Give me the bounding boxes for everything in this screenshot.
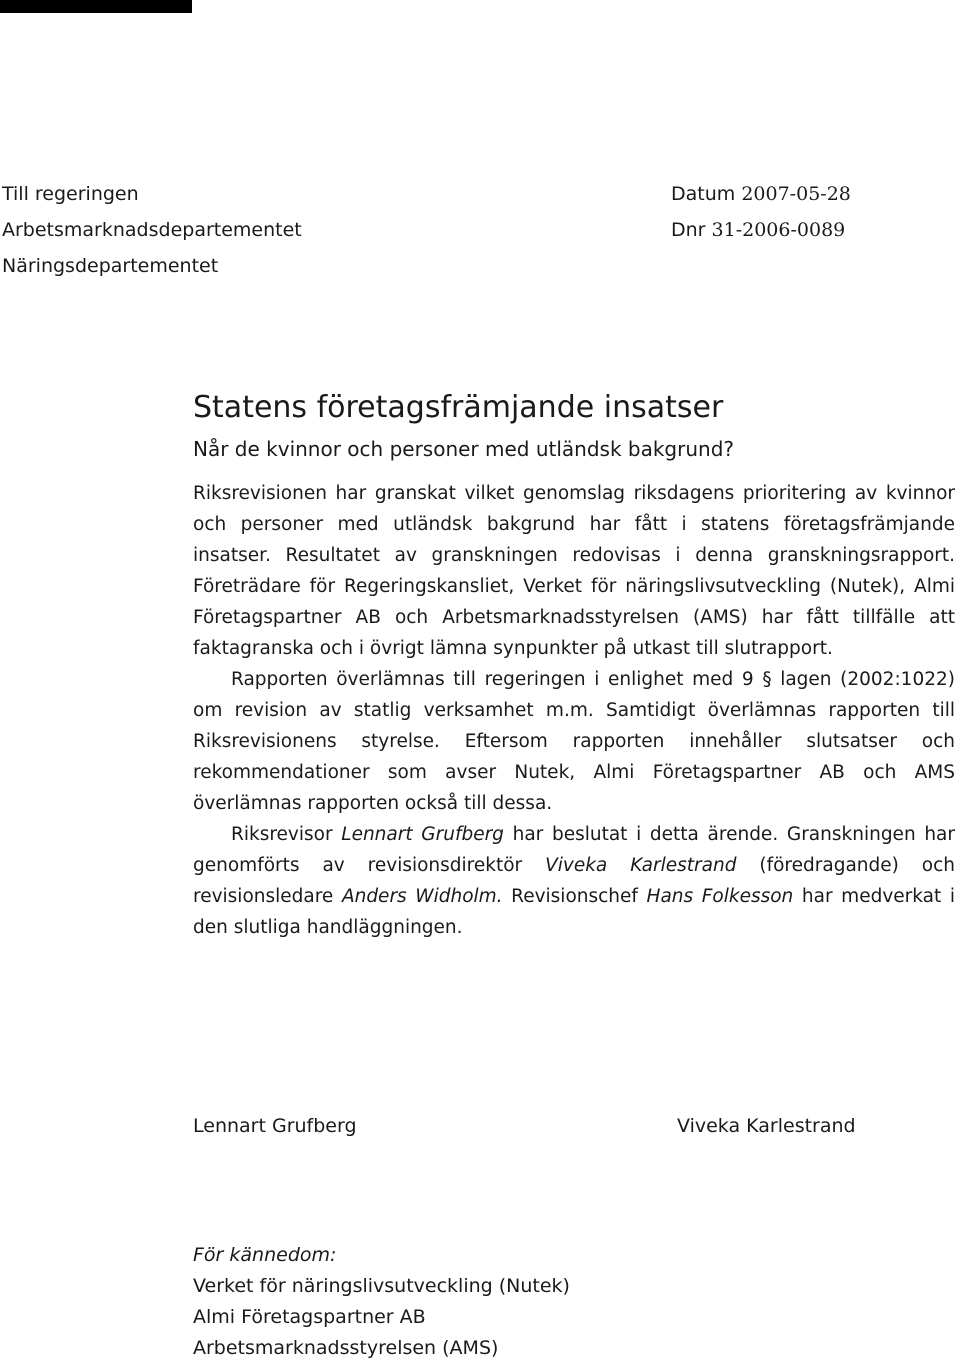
person-name: Hans Folkesson — [646, 886, 794, 907]
paragraph-3-text-b: har beslutat i detta ärende. Granskningen har genomförts av revisionsdirektör — [193, 824, 956, 876]
page-subtitle: Når de kvinnor och personer med utländsk bakgrund? — [193, 437, 735, 461]
cc-line: Arbetsmarknadsstyrelsen (AMS) — [193, 1337, 499, 1359]
person-name: Anders Widholm. — [341, 886, 503, 907]
document-meta — [671, 176, 851, 248]
paragraph-2 — [193, 664, 955, 819]
person-name: Viveka Karlestrand — [545, 855, 737, 876]
dnr-line — [671, 212, 851, 248]
header-bar — [0, 0, 192, 13]
cc-block — [193, 1240, 570, 1364]
cc-line: Verket för näringslivsutveckling (Nutek) — [193, 1275, 570, 1297]
date-value: 2007-05-28 — [741, 183, 851, 205]
cc-line: Almi Företagspartner AB — [193, 1306, 426, 1328]
date-label: Datum — [671, 183, 736, 205]
dnr-label: Dnr — [671, 219, 706, 241]
paragraph-2-text: Rapporten överlämnas till regeringen i enlighet med 9 § lagen (2002:1022) om revision av statlig verksamhet m.m. Samtidigt överlämnas rapporten till Riksrevisionens styrelse. Eftersom rapporten innehåller slutsatser och rekommendationer som avser Nutek, Almi Företagspartner AB och AMS överlämnas rapporten också till dessa. — [193, 669, 955, 814]
recipient-line: Till regeringen — [2, 183, 139, 205]
person-name: Lennart Grufberg — [341, 824, 504, 845]
dnr-value: 31-2006-0089 — [711, 219, 846, 241]
paragraph-3-text-e: har medverkat i den slutliga handläggningen. — [193, 886, 955, 938]
paragraph-1 — [193, 478, 955, 664]
date-line — [671, 176, 851, 212]
page-title: Statens företagsfrämjande insatser — [193, 390, 724, 425]
paragraph-3-text-a: Riksrevisor — [231, 824, 342, 845]
signature-right: Viveka Karlestrand — [677, 1115, 856, 1137]
body-text — [193, 478, 955, 943]
paragraph-1-text: Riksrevisionen har granskat vilket genomslag riksdagens prioritering av kvinnor och personer med utländsk bakgrund har fått i statens företagsfrämjande insatser. Resultatet av granskningen redovisas i denna granskningsrapport. Företrädare för Regeringskansliet, Verket för näringslivsutveckling (Nutek), Almi Företagspartner AB och Arbetsmarknadsstyrelsen (AMS) har fått tillfälle att faktagranska och i övrigt lämna synpunkter på utkast till slutrapport. — [193, 483, 955, 659]
signature-left: Lennart Grufberg — [193, 1115, 357, 1137]
recipient-block — [2, 176, 302, 284]
paragraph-3-text-c: (föredragande) och revisionsledare — [193, 855, 955, 907]
recipient-line: Arbetsmarknadsdepartementet — [2, 219, 302, 241]
paragraph-3-text-d: Revisionschef — [502, 886, 647, 907]
recipient-line: Näringsdepartementet — [2, 255, 219, 277]
cc-heading: För kännedom: — [193, 1244, 337, 1266]
paragraph-3 — [193, 819, 955, 943]
